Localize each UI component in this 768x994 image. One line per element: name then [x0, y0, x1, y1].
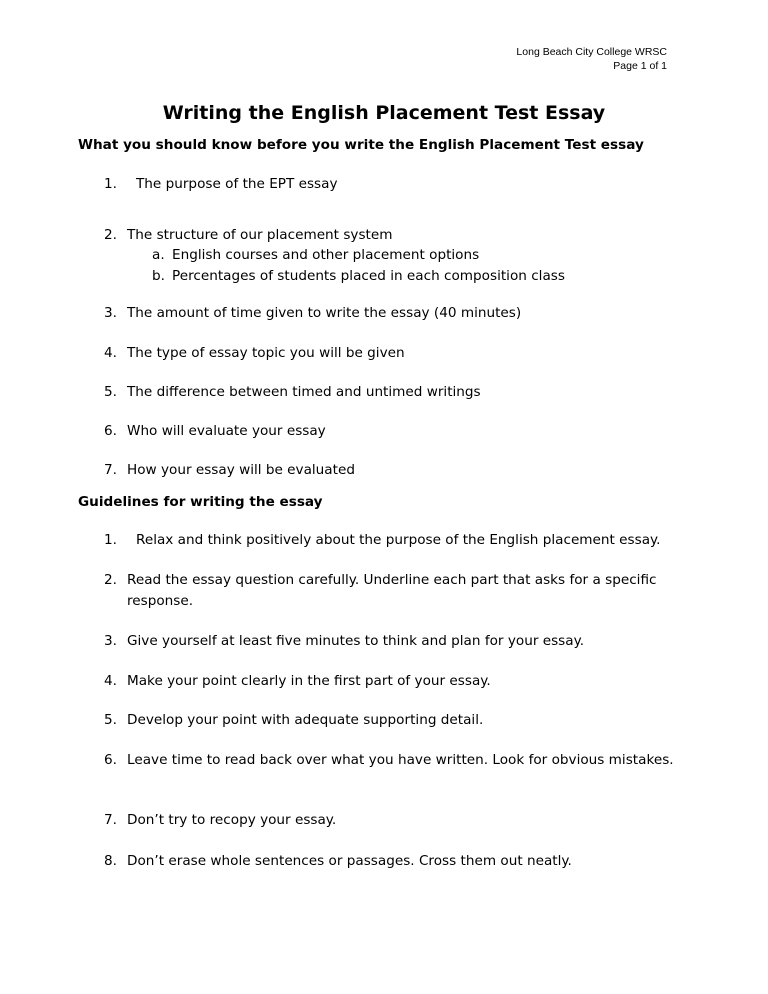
- list-item: [104, 382, 684, 403]
- list-item: [104, 174, 684, 195]
- list-item-number: 2.: [104, 227, 117, 243]
- sub-list-item-letter: a.: [152, 247, 165, 263]
- list-item-text: The amount of time given to write the essay (40 minutes): [127, 305, 522, 321]
- list-item: [104, 530, 684, 551]
- list-item-text: The structure of our placement system: [127, 227, 393, 243]
- list-item-text: The purpose of the EPT essay: [136, 176, 338, 192]
- list-item-number: 8.: [104, 853, 117, 869]
- document-title: Writing the English Placement Test Essay: [162, 102, 606, 124]
- list-item-number: 6.: [104, 752, 117, 768]
- list-item-number: 2.: [104, 572, 117, 588]
- list-item-number: 4.: [104, 673, 117, 689]
- header-page-number: Page 1 of 1: [613, 60, 667, 72]
- sub-list-item-text: Percentages of students placed in each composition class: [172, 268, 565, 284]
- page-header: [516, 45, 667, 73]
- list-item: [104, 851, 684, 872]
- sub-list-item-letter: b.: [152, 268, 165, 284]
- list-item-number: 6.: [104, 423, 117, 439]
- sub-list-item-text: English courses and other placement options: [172, 247, 480, 263]
- list-item-text: The type of essay topic you will be given: [127, 345, 405, 361]
- list-item-number: 4.: [104, 345, 117, 361]
- list-item: [104, 421, 684, 442]
- list-item: [104, 671, 684, 692]
- list-item-text: How your essay will be evaluated: [127, 462, 355, 478]
- list-item: [104, 631, 684, 652]
- sub-list-item: [152, 245, 479, 266]
- header-institution: Long Beach City College WRSC: [516, 46, 667, 58]
- list-item-text: Relax and think positively about the purpose of the English placement essay.: [136, 532, 661, 548]
- list-item-text: Who will evaluate your essay: [127, 423, 326, 439]
- list-item-text: Read the essay question carefully. Underline each part that asks for a specific response.: [127, 572, 657, 609]
- section-heading-guidelines: Guidelines for writing the essay: [78, 494, 323, 510]
- list-item-number: 3.: [104, 305, 117, 321]
- list-item-number: 5.: [104, 384, 117, 400]
- list-item: [104, 343, 684, 364]
- list-item: [104, 750, 684, 771]
- list-item-text: Don’t try to recopy your essay.: [127, 812, 337, 828]
- list-item-text: Give yourself at least five minutes to think and plan for your essay.: [127, 633, 585, 649]
- section-heading-before-writing: What you should know before you write the English Placement Test essay: [78, 137, 644, 153]
- list-item-number: 7.: [104, 812, 117, 828]
- list-item-number: 1.: [104, 532, 117, 548]
- list-item: [104, 570, 684, 612]
- list-item-number: 5.: [104, 712, 117, 728]
- list-item: [104, 460, 684, 481]
- list-item: [104, 810, 684, 831]
- list-item-text: Don’t erase whole sentences or passages. Cross them out neatly.: [127, 853, 572, 869]
- list-item: [104, 303, 684, 324]
- list-item-number: 7.: [104, 462, 117, 478]
- list-item-number: 3.: [104, 633, 117, 649]
- list-item-text: The difference between timed and untimed writings: [127, 384, 481, 400]
- list-item-text: Make your point clearly in the first part of your essay.: [127, 673, 491, 689]
- list-item: [104, 225, 684, 246]
- list-item-number: 1.: [104, 176, 117, 192]
- list-item-text: Develop your point with adequate supporting detail.: [127, 712, 484, 728]
- list-item: [104, 710, 684, 731]
- sub-list-item: [152, 266, 565, 287]
- list-item-text: Leave time to read back over what you have written. Look for obvious mistakes.: [127, 752, 674, 768]
